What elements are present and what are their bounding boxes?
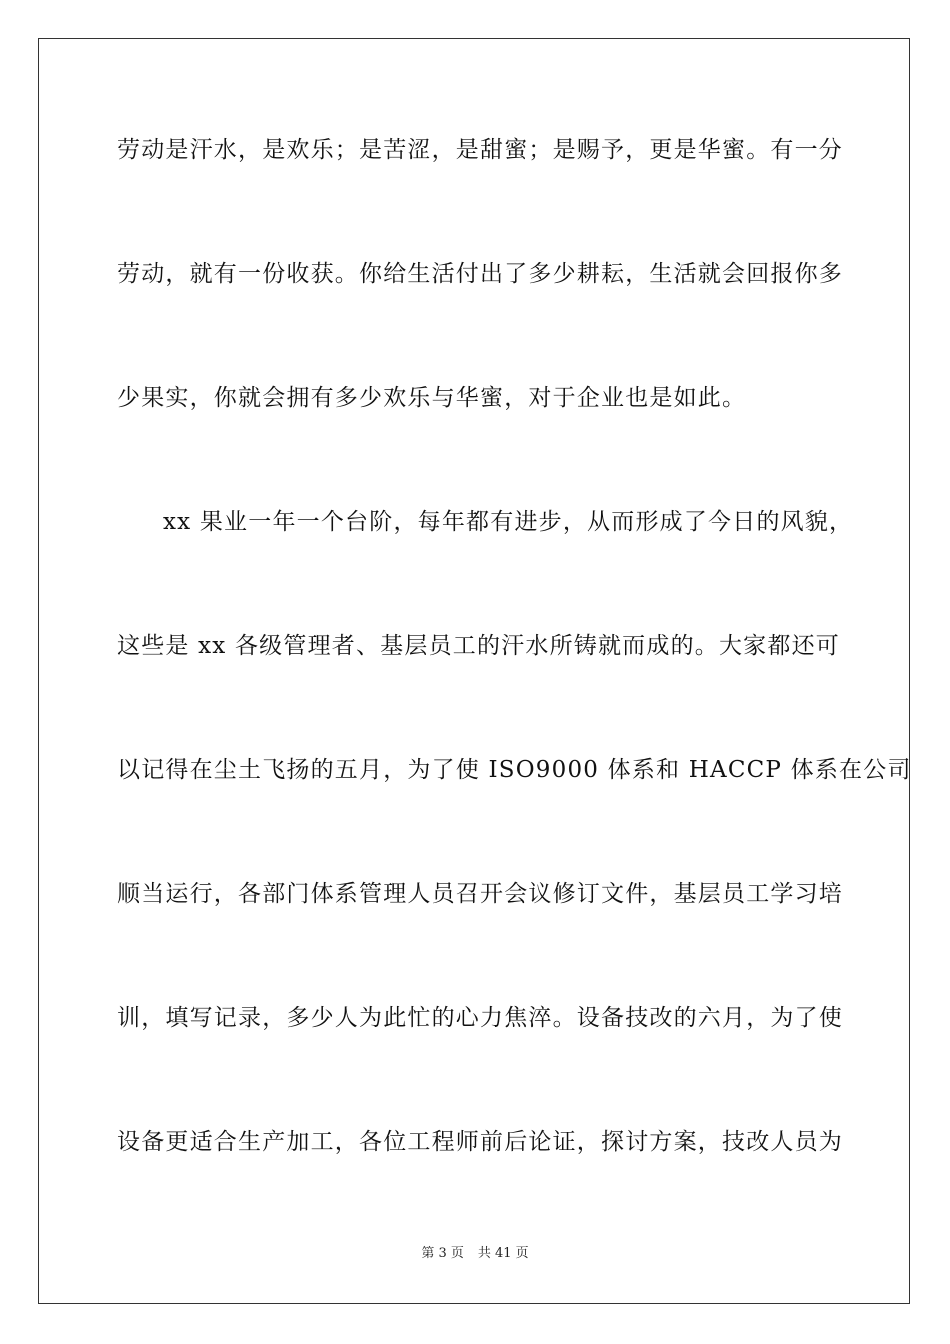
body-text-line: 顺当运行，各部门体系管理人员召开会议修订文件，基层员工学习培 <box>117 881 843 907</box>
body-text-line: 以记得在尘土飞扬的五月，为了使 ISO9000 体系和 HACCP 体系在公司 <box>117 757 912 783</box>
page-total: 共 41 页 <box>477 1246 529 1261</box>
body-text-line: 少果实，你就会拥有多少欢乐与华蜜，对于企业也是如此。 <box>117 385 747 411</box>
body-text-line: 训，填写记录，多少人为此忙的心力焦淬。设备技改的六月，为了使 <box>117 1005 843 1031</box>
page-number: 第 3 页 <box>421 1246 464 1261</box>
body-text-line: 劳动，就有一份收获。你给生活付出了多少耕耘，生活就会回报你多 <box>117 261 843 287</box>
page-footer <box>0 1244 950 1264</box>
paragraph-first-line: xx 果业一年一个台阶，每年都有进步，从而形成了今日的风貌， <box>163 509 854 535</box>
body-text-line: 这些是 xx 各级管理者、基层员工的汗水所铸就而成的。大家都还可 <box>117 633 840 659</box>
body-text-line: 设备更适合生产加工，各位工程师前后论证，探讨方案，技改人员为 <box>117 1129 843 1155</box>
body-text-line: 劳动是汗水，是欢乐；是苦涩，是甜蜜；是赐予，更是华蜜。有一分 <box>117 137 843 163</box>
page-border <box>38 38 910 1304</box>
